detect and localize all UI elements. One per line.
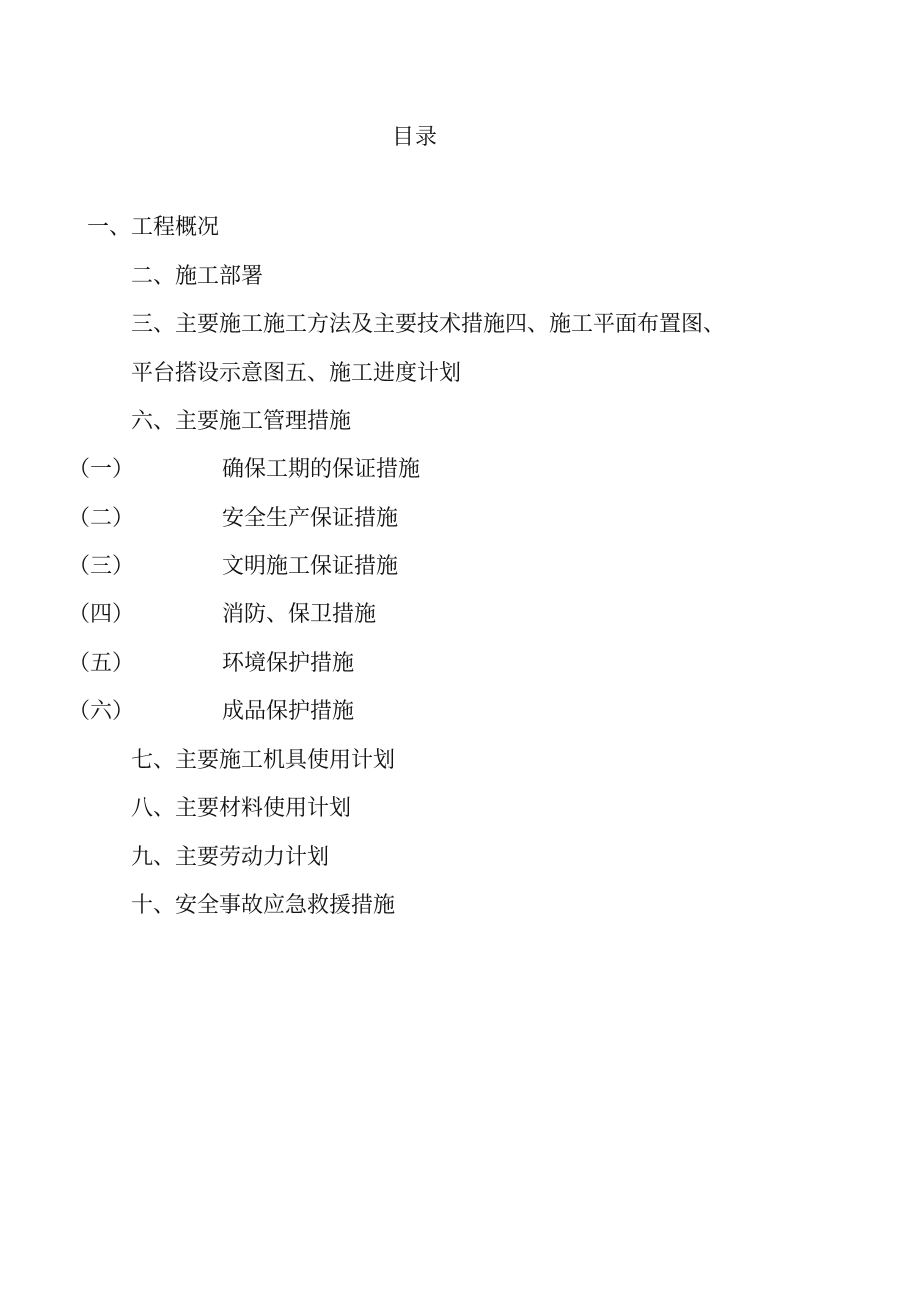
sub-entry-text-1: 确保工期的保证措施: [222, 457, 421, 482]
toc-entry-9: 九、主要劳动力计划: [131, 845, 330, 870]
toc-title: 目录: [391, 125, 438, 150]
toc-entry-8: 八、主要材料使用计划: [131, 796, 352, 821]
toc-entry-2: 二、施工部署: [131, 264, 264, 289]
sub-entry-number-1: （一）: [68, 457, 135, 482]
sub-entry-number-5: （五）: [68, 651, 135, 676]
sub-entry-number-4: （四）: [68, 602, 135, 627]
sub-entry-text-5: 环境保护措施: [222, 651, 355, 676]
toc-entry-10: 十、安全事故应急救援措施: [131, 893, 396, 918]
sub-entry-text-2: 安全生产保证措施: [222, 506, 399, 531]
toc-entry-1: 一、工程概况: [87, 215, 220, 240]
sub-entry-number-3: （三）: [68, 554, 135, 579]
sub-entry-text-3: 文明施工保证措施: [222, 554, 399, 579]
toc-entry-3-continued: 平台搭设示意图五、施工进度计划: [131, 361, 462, 386]
sub-entry-number-2: （二）: [68, 506, 135, 531]
sub-entry-number-6: （六）: [68, 699, 135, 724]
sub-entry-text-4: 消防、保卫措施: [222, 602, 377, 627]
sub-entry-text-6: 成品保护措施: [222, 699, 355, 724]
toc-entry-6: 六、主要施工管理措施: [131, 409, 352, 434]
toc-entry-7: 七、主要施工机具使用计划: [131, 748, 396, 773]
toc-entry-3: 三、主要施工施工方法及主要技术措施四、施工平面布置图、: [131, 312, 726, 337]
